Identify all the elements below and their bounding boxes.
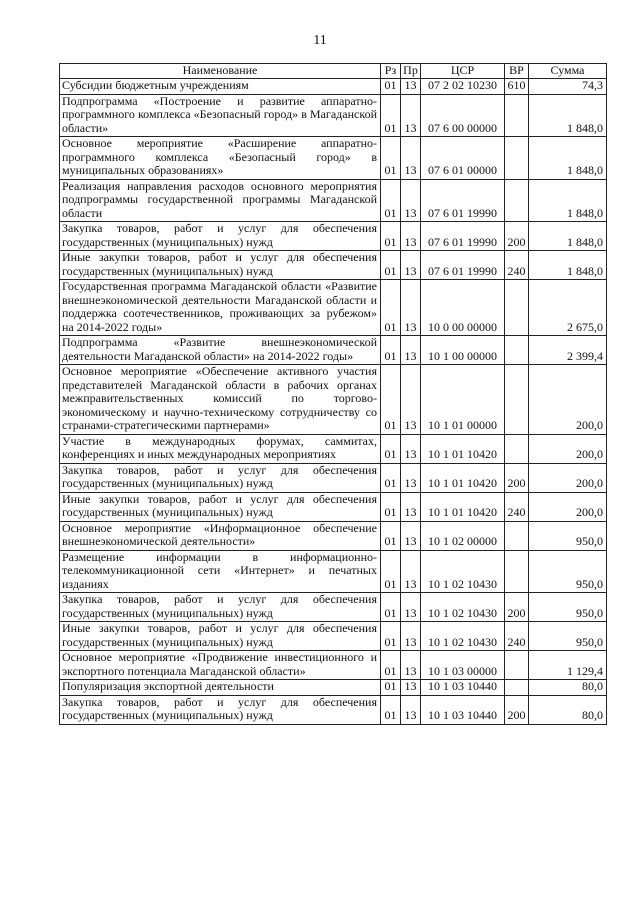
cell-csr: 07 6 01 00000 bbox=[421, 137, 505, 180]
cell-rz: 01 bbox=[381, 622, 401, 651]
budget-table bbox=[59, 63, 607, 725]
cell-vr bbox=[505, 336, 529, 365]
cell-rz: 01 bbox=[381, 550, 401, 593]
cell-name: Участие в международных форумах, саммитах, конференциях и иных международных мероприятиях bbox=[60, 434, 381, 463]
table-row bbox=[60, 651, 607, 680]
cell-rz: 01 bbox=[381, 434, 401, 463]
cell-pr: 13 bbox=[401, 336, 421, 365]
cell-sum: 200,0 bbox=[529, 463, 607, 492]
cell-csr: 10 1 02 10430 bbox=[421, 622, 505, 651]
cell-csr: 10 1 02 00000 bbox=[421, 521, 505, 550]
cell-rz: 01 bbox=[381, 680, 401, 696]
cell-name: Основное мероприятие «Расширение аппаратно-программного комплекса «Безопасный город» в муниципальных образованиях» bbox=[60, 137, 381, 180]
table-row bbox=[60, 550, 607, 593]
cell-name: Основное мероприятие «Продвижение инвестиционного и экспортного потенциала Магаданской области» bbox=[60, 651, 381, 680]
cell-rz: 01 bbox=[381, 280, 401, 336]
cell-csr: 10 1 01 00000 bbox=[421, 365, 505, 435]
cell-vr: 240 bbox=[505, 492, 529, 521]
cell-vr bbox=[505, 280, 529, 336]
cell-vr bbox=[505, 365, 529, 435]
cell-sum: 950,0 bbox=[529, 593, 607, 622]
cell-rz: 01 bbox=[381, 222, 401, 251]
cell-csr: 10 1 01 10420 bbox=[421, 463, 505, 492]
cell-name: Закупка товаров, работ и услуг для обеспечения государственных (муниципальных) нужд bbox=[60, 463, 381, 492]
cell-sum: 200,0 bbox=[529, 365, 607, 435]
cell-sum: 1 848,0 bbox=[529, 179, 607, 222]
table-row bbox=[60, 336, 607, 365]
cell-vr bbox=[505, 137, 529, 180]
table-row bbox=[60, 521, 607, 550]
table-row bbox=[60, 251, 607, 280]
page-number: 11 bbox=[313, 33, 327, 48]
cell-csr: 07 6 00 00000 bbox=[421, 94, 505, 137]
cell-vr: 240 bbox=[505, 251, 529, 280]
cell-csr: 10 1 03 00000 bbox=[421, 651, 505, 680]
cell-vr bbox=[505, 680, 529, 696]
cell-vr: 200 bbox=[505, 222, 529, 251]
cell-pr: 13 bbox=[401, 521, 421, 550]
cell-csr: 10 1 02 10430 bbox=[421, 593, 505, 622]
cell-name: Подпрограмма «Развитие внешнеэкономической деятельности Магаданской области» на 2014-2022 годы» bbox=[60, 336, 381, 365]
cell-rz: 01 bbox=[381, 492, 401, 521]
table-row bbox=[60, 179, 607, 222]
cell-pr: 13 bbox=[401, 94, 421, 137]
cell-csr: 10 0 00 00000 bbox=[421, 280, 505, 336]
cell-vr: 200 bbox=[505, 593, 529, 622]
table-row bbox=[60, 280, 607, 336]
table-row bbox=[60, 593, 607, 622]
cell-name: Реализация направления расходов основного мероприятия подпрограммы государственной программы Магаданской области bbox=[60, 179, 381, 222]
cell-sum: 74,3 bbox=[529, 79, 607, 95]
cell-sum: 200,0 bbox=[529, 492, 607, 521]
cell-csr: 10 1 01 10420 bbox=[421, 492, 505, 521]
cell-csr: 07 2 02 10230 bbox=[421, 79, 505, 95]
cell-rz: 01 bbox=[381, 94, 401, 137]
cell-name: Закупка товаров, работ и услуг для обеспечения государственных (муниципальных) нужд bbox=[60, 695, 381, 724]
table-row bbox=[60, 365, 607, 435]
cell-sum: 1 848,0 bbox=[529, 222, 607, 251]
cell-csr: 07 6 01 19990 bbox=[421, 251, 505, 280]
cell-csr: 10 1 01 10420 bbox=[421, 434, 505, 463]
cell-pr: 13 bbox=[401, 695, 421, 724]
cell-rz: 01 bbox=[381, 137, 401, 180]
cell-csr: 10 1 00 00000 bbox=[421, 336, 505, 365]
cell-sum: 950,0 bbox=[529, 622, 607, 651]
cell-rz: 01 bbox=[381, 179, 401, 222]
cell-vr bbox=[505, 434, 529, 463]
table-row bbox=[60, 492, 607, 521]
cell-name: Основное мероприятие «Обеспечение активного участия представителей Магаданской области в рабочих органах межправительственных комиссий по торгово-экономическому и научно-техническому сотрудничеству со странами-стратегическими партнерами» bbox=[60, 365, 381, 435]
cell-rz: 01 bbox=[381, 695, 401, 724]
header-pr: Пр bbox=[401, 64, 421, 79]
cell-vr bbox=[505, 651, 529, 680]
cell-name: Закупка товаров, работ и услуг для обеспечения государственных (муниципальных) нужд bbox=[60, 593, 381, 622]
cell-sum: 80,0 bbox=[529, 695, 607, 724]
cell-rz: 01 bbox=[381, 365, 401, 435]
cell-name: Основное мероприятие «Информационное обеспечение внешнеэкономической деятельности» bbox=[60, 521, 381, 550]
table-row bbox=[60, 222, 607, 251]
cell-sum: 2 399,4 bbox=[529, 336, 607, 365]
cell-pr: 13 bbox=[401, 680, 421, 696]
cell-sum: 950,0 bbox=[529, 550, 607, 593]
cell-vr: 610 bbox=[505, 79, 529, 95]
cell-rz: 01 bbox=[381, 593, 401, 622]
cell-sum: 950,0 bbox=[529, 521, 607, 550]
cell-pr: 13 bbox=[401, 179, 421, 222]
cell-csr: 07 6 01 19990 bbox=[421, 179, 505, 222]
cell-name: Закупка товаров, работ и услуг для обеспечения государственных (муниципальных) нужд bbox=[60, 222, 381, 251]
cell-name: Государственная программа Магаданской области «Развитие внешнеэкономической деятельности Магаданской области и поддержка соотечественников, проживающих за рубежом» на 2014-2022 годы» bbox=[60, 280, 381, 336]
cell-rz: 01 bbox=[381, 336, 401, 365]
cell-sum: 2 675,0 bbox=[529, 280, 607, 336]
cell-name: Иные закупки товаров, работ и услуг для обеспечения государственных (муниципальных) нужд bbox=[60, 622, 381, 651]
table-row bbox=[60, 463, 607, 492]
table-row bbox=[60, 434, 607, 463]
cell-name: Размещение информации в информационно-телекоммуникационной сети «Интернет» и печатных изданиях bbox=[60, 550, 381, 593]
cell-sum: 1 848,0 bbox=[529, 94, 607, 137]
cell-pr: 13 bbox=[401, 280, 421, 336]
cell-pr: 13 bbox=[401, 492, 421, 521]
header-vr: ВР bbox=[505, 64, 529, 79]
header-sum: Сумма bbox=[529, 64, 607, 79]
cell-pr: 13 bbox=[401, 137, 421, 180]
cell-csr: 10 1 03 10440 bbox=[421, 695, 505, 724]
header-name: Наименование bbox=[60, 64, 381, 79]
cell-name: Иные закупки товаров, работ и услуг для обеспечения государственных (муниципальных) нужд bbox=[60, 492, 381, 521]
cell-vr bbox=[505, 550, 529, 593]
table-row bbox=[60, 79, 607, 95]
cell-vr: 200 bbox=[505, 463, 529, 492]
cell-csr: 07 6 01 19990 bbox=[421, 222, 505, 251]
cell-pr: 13 bbox=[401, 365, 421, 435]
cell-pr: 13 bbox=[401, 251, 421, 280]
cell-csr: 10 1 02 10430 bbox=[421, 550, 505, 593]
cell-vr bbox=[505, 521, 529, 550]
cell-pr: 13 bbox=[401, 651, 421, 680]
cell-pr: 13 bbox=[401, 434, 421, 463]
cell-vr: 200 bbox=[505, 695, 529, 724]
cell-csr: 10 1 03 10440 bbox=[421, 680, 505, 696]
cell-vr bbox=[505, 179, 529, 222]
cell-rz: 01 bbox=[381, 251, 401, 280]
cell-pr: 13 bbox=[401, 463, 421, 492]
cell-rz: 01 bbox=[381, 651, 401, 680]
cell-name: Иные закупки товаров, работ и услуг для обеспечения государственных (муниципальных) нужд bbox=[60, 251, 381, 280]
table-row bbox=[60, 680, 607, 696]
cell-name: Субсидии бюджетным учреждениям bbox=[60, 79, 381, 95]
cell-pr: 13 bbox=[401, 222, 421, 251]
header-csr: ЦСР bbox=[421, 64, 505, 79]
cell-name: Популяризация экспортной деятельности bbox=[60, 680, 381, 696]
cell-sum: 80,0 bbox=[529, 680, 607, 696]
cell-sum: 1 129,4 bbox=[529, 651, 607, 680]
table-row bbox=[60, 695, 607, 724]
cell-rz: 01 bbox=[381, 521, 401, 550]
table-row bbox=[60, 622, 607, 651]
table-row bbox=[60, 94, 607, 137]
cell-sum: 200,0 bbox=[529, 434, 607, 463]
cell-name: Подпрограмма «Построение и развитие аппаратно-программного комплекса «Безопасный город» в Магаданской области» bbox=[60, 94, 381, 137]
cell-pr: 13 bbox=[401, 622, 421, 651]
table-header-row bbox=[60, 64, 607, 79]
cell-rz: 01 bbox=[381, 79, 401, 95]
cell-vr bbox=[505, 94, 529, 137]
cell-sum: 1 848,0 bbox=[529, 137, 607, 180]
cell-pr: 13 bbox=[401, 79, 421, 95]
cell-pr: 13 bbox=[401, 550, 421, 593]
cell-pr: 13 bbox=[401, 593, 421, 622]
table-row bbox=[60, 137, 607, 180]
cell-sum: 1 848,0 bbox=[529, 251, 607, 280]
cell-vr: 240 bbox=[505, 622, 529, 651]
cell-rz: 01 bbox=[381, 463, 401, 492]
header-rz: Рз bbox=[381, 64, 401, 79]
